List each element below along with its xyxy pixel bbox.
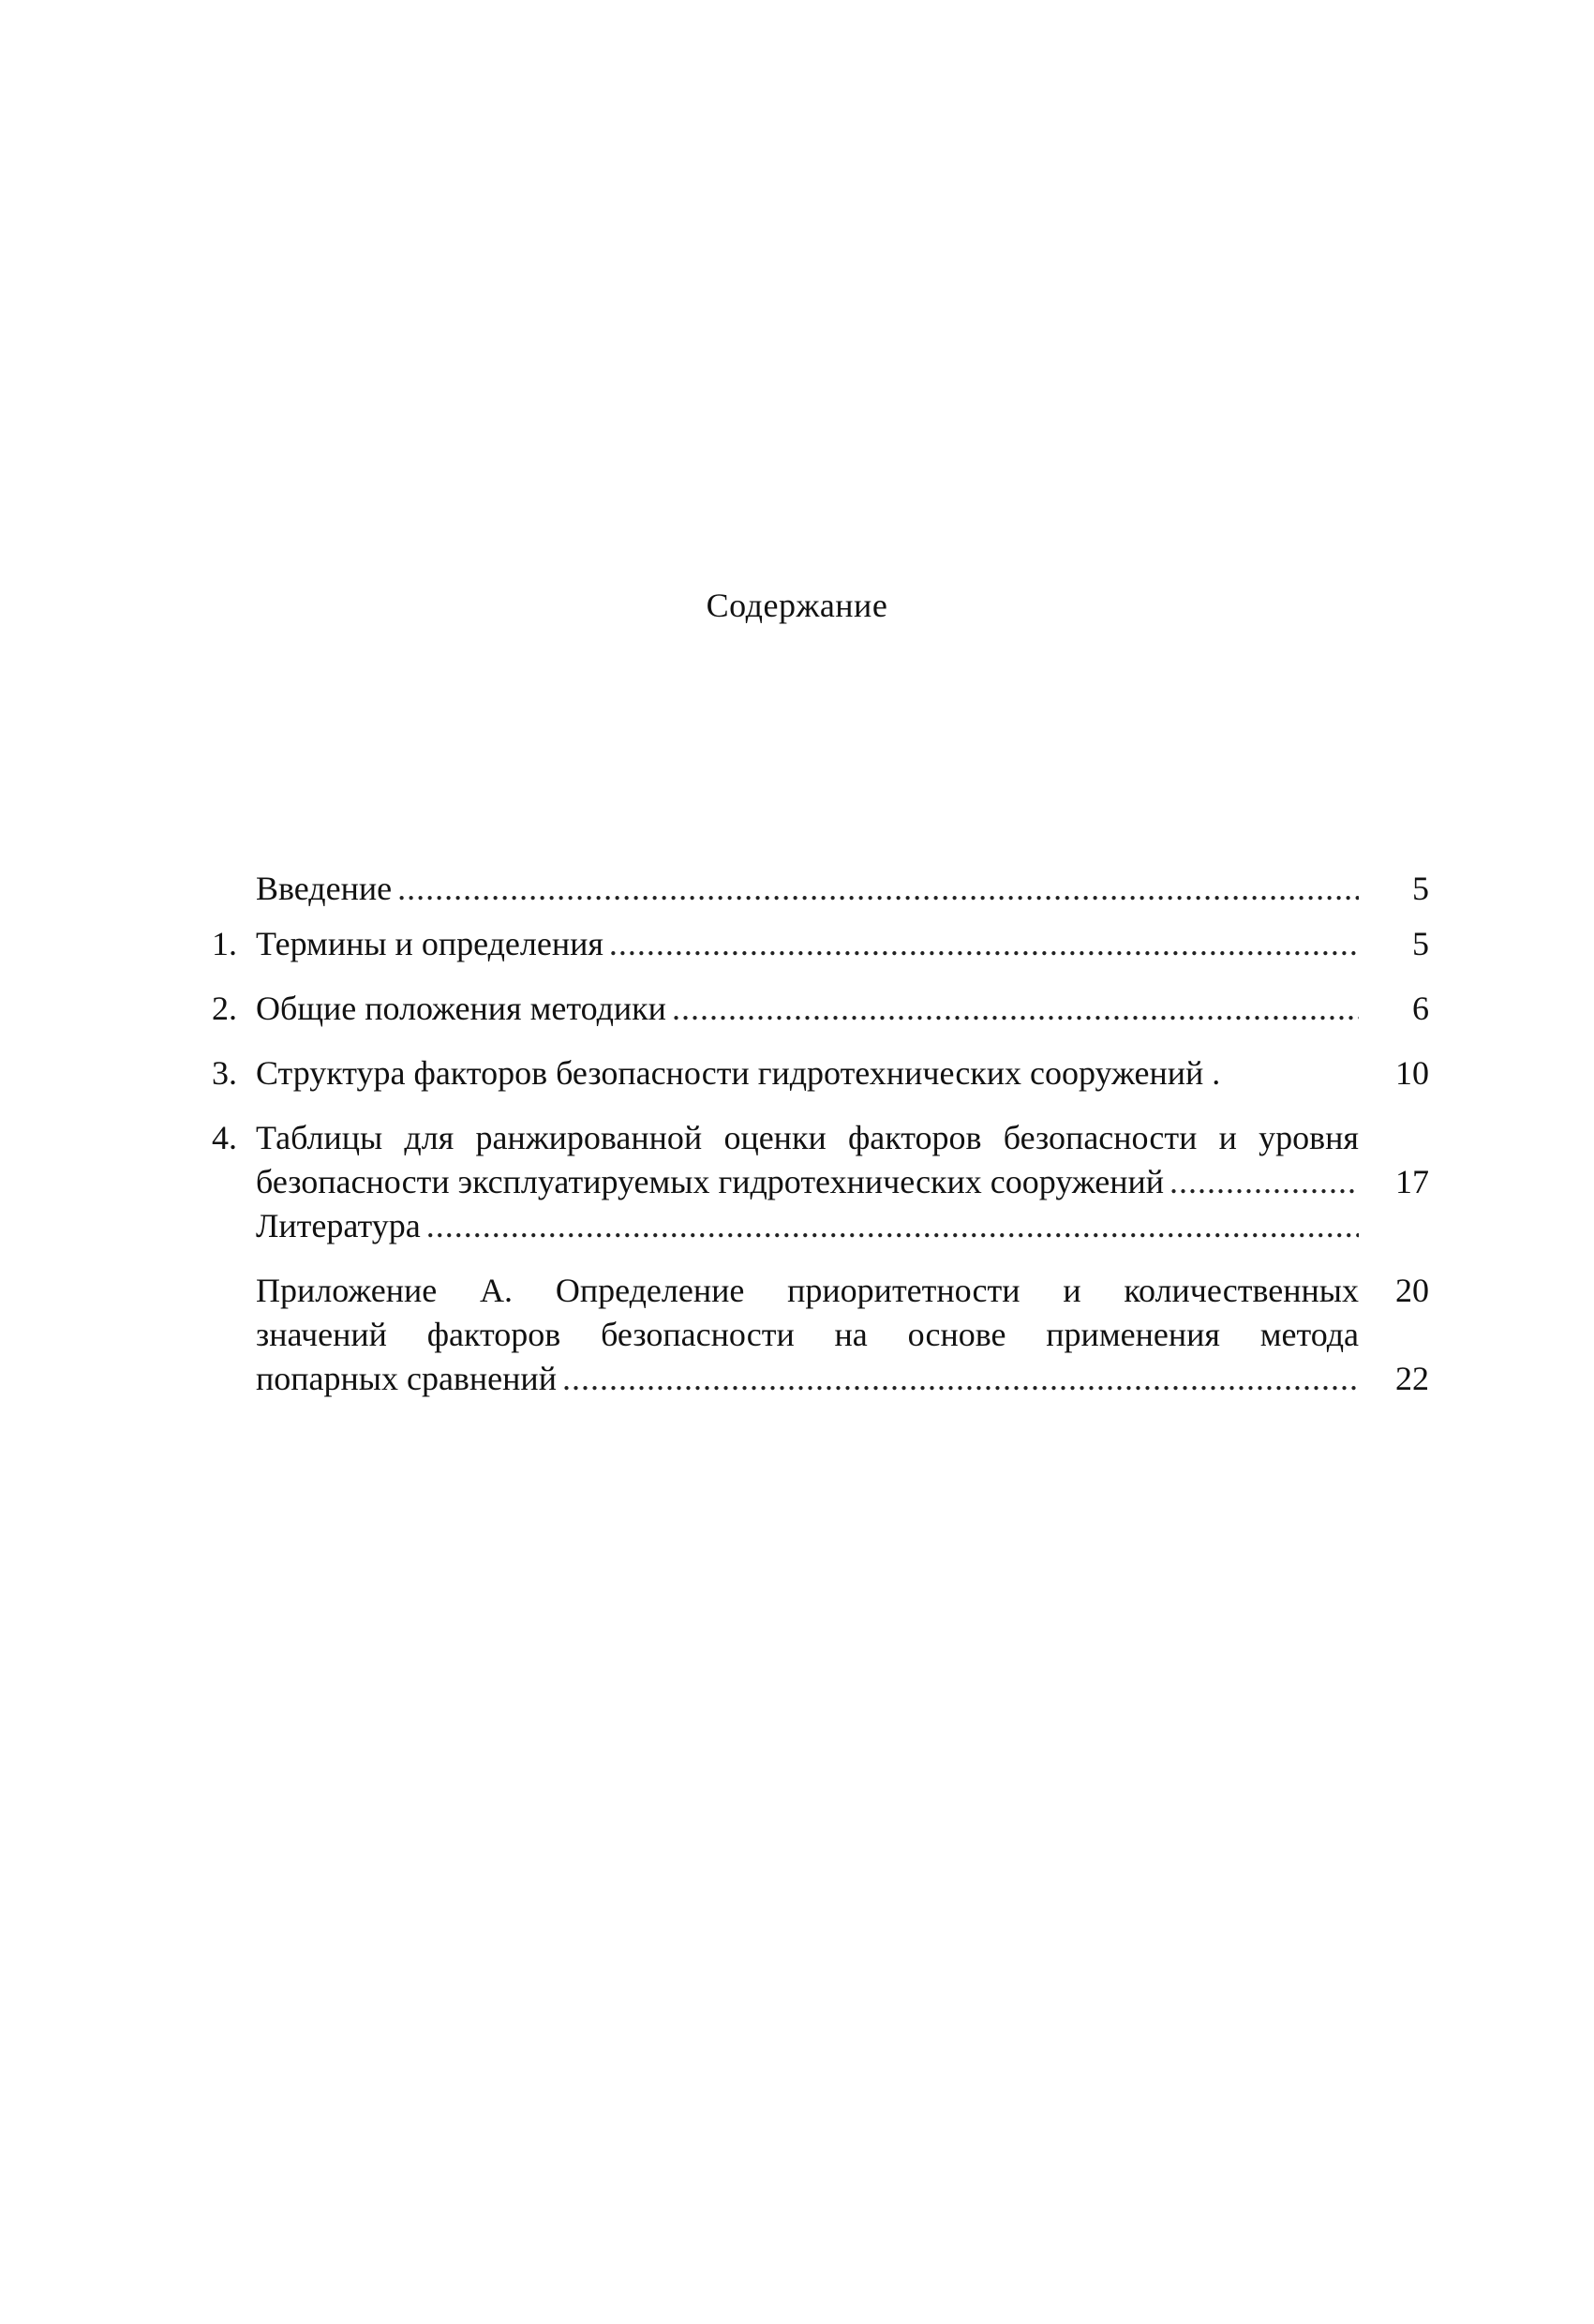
toc-page-number: 10 <box>1395 1054 1429 1092</box>
dot-leader <box>426 1204 1359 1248</box>
dot-leader <box>562 1357 1359 1401</box>
toc-entry-label-cont: значений факторов безопасности на основе применения метода <box>256 1316 1359 1353</box>
toc-entry-label: Литература <box>256 1207 421 1244</box>
toc-page-number: 17 <box>1395 1163 1429 1200</box>
table-of-contents <box>192 867 1448 1401</box>
toc-page-number: 5 <box>1412 925 1429 962</box>
toc-page-number: 5 <box>1412 870 1429 907</box>
toc-entry-label-cont: безопасности эксплуатируемых гидротехнических сооружений <box>256 1163 1165 1200</box>
toc-entry-number: 4. <box>212 1119 237 1156</box>
toc-entry-label: Введение <box>256 870 393 907</box>
dot-leader <box>1169 1160 1359 1204</box>
dot-leader <box>397 867 1359 911</box>
toc-entry-number: 1. <box>212 925 237 962</box>
dot-leader <box>609 922 1359 966</box>
toc-entry-2[interactable] <box>192 987 1448 1031</box>
toc-page-number: 22 <box>1395 1360 1429 1397</box>
toc-entry-label: Термины и определения <box>256 925 603 962</box>
toc-entry-intro[interactable] <box>192 867 1448 911</box>
toc-entry-label: Таблицы для ранжированной оценки факторов безопасности и уровня <box>256 1119 1359 1156</box>
page-title: Содержание <box>706 587 888 624</box>
toc-entry-literature[interactable] <box>192 1204 1448 1248</box>
toc-page-number: 6 <box>1412 990 1429 1027</box>
toc-entry-label-cont: попарных сравнений <box>256 1360 557 1397</box>
toc-entry-appendix-a[interactable] <box>192 1269 1448 1401</box>
toc-entry-label: Общие положения методики <box>256 990 666 1027</box>
dot-leader <box>672 987 1359 1031</box>
toc-entry-1[interactable] <box>192 922 1448 966</box>
toc-entry-label: Приложение А. Определение приоритетности и количественных <box>256 1272 1359 1309</box>
toc-entry-number: 2. <box>212 990 237 1027</box>
toc-entry-3[interactable] <box>192 1051 1448 1095</box>
toc-page-number-literature: 20 <box>1395 1272 1429 1309</box>
toc-entry-4[interactable] <box>192 1116 1448 1204</box>
toc-entry-number: 3. <box>212 1054 237 1092</box>
toc-entry-label: Структура факторов безопасности гидротехнических сооружений . <box>256 1054 1221 1092</box>
